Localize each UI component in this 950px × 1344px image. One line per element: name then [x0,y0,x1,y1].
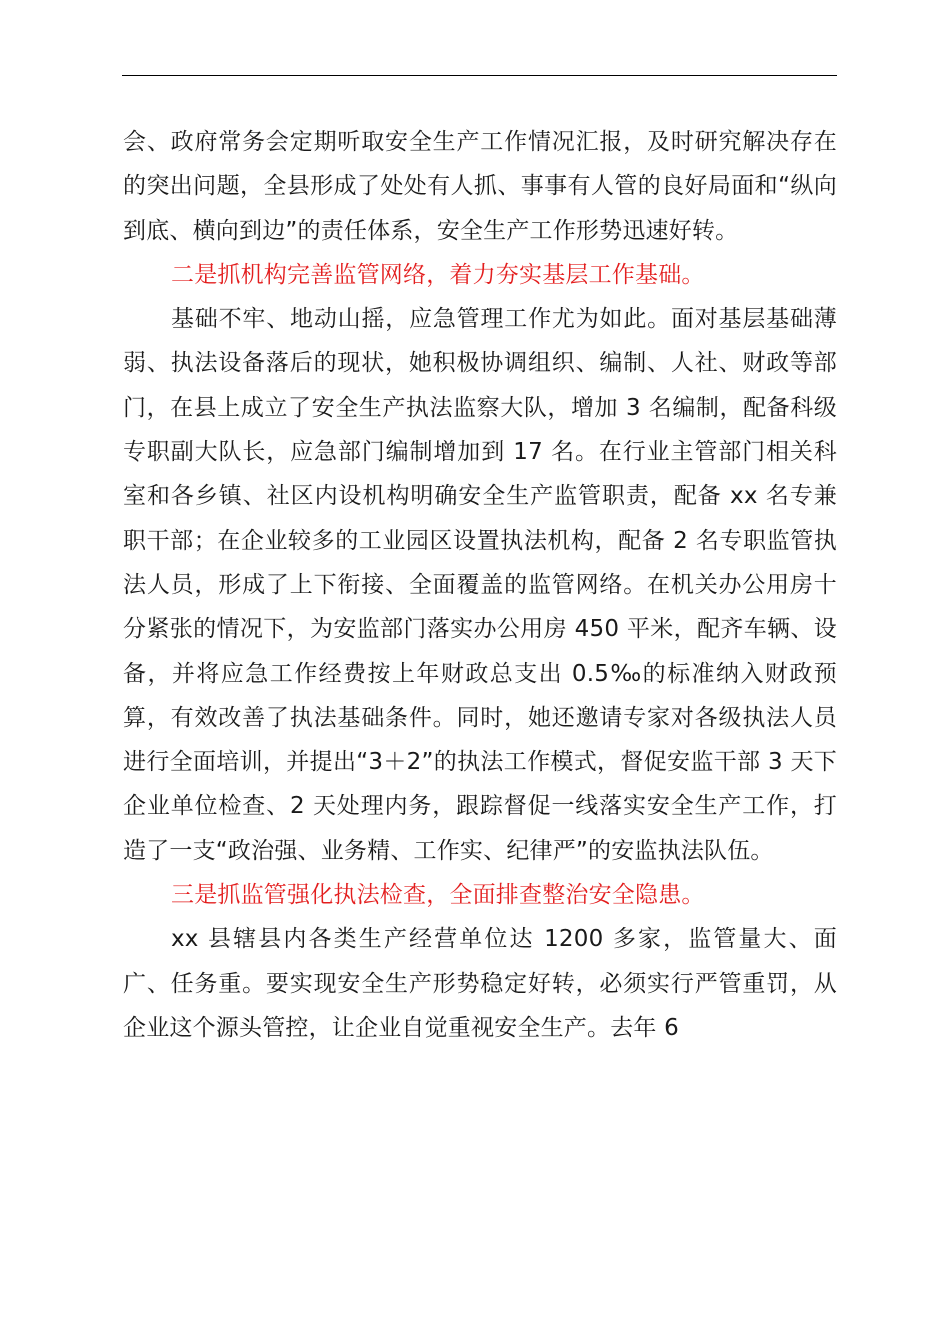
section-heading-two: 二是抓机构完善监管网络，着力夯实基层工作基础。 [171,261,705,288]
paragraph-institutions: 基础不牢、地动山摇，应急管理工作尤为如此。面对基层基础薄弱、执法设备落后的现状，她积极协调组织、编制、人社、财政等部门，在县上成立了安全生产执法监察大队，增加 3 名编制，配备科级专职副大队长，应急部门编制增加到 17 名。在行业主管部门相关科室和各乡镇、社区内设机构明确安全生产监管职责，配备 xx 名专兼职干部；在企业较多的工业园区设置执法机构，配备 2 名专职监管执法人员，形成了上下衔接、全面覆盖的监管网络。在机关办公用房十分紧张的情况下，为安监部门落实办公用房 450 平米，配齐车辆、设备，并将应急工作经费按上年财政总支出 0.5‰的标准纳入财政预算，有效改善了执法基础条件。同时，她还邀请专家对各级执法人员进行全面培训，并提出“3＋2”的执法工作模式，督促安监干部 3 天下企业单位检查、2 天处理内务，跟踪督促一线落实安全生产工作，打造了一支“政治强、业务精、工作实、纪律严”的安监执法队伍。 [123,306,837,864]
document-body [123,120,837,1050]
paragraph-supervision: xx 县辖县内各类生产经营单位达 1200 多家，监管量大、面广、任务重。要实现安全生产形势稳定好转，必须实行严管重罚，从企业这个源头管控，让企业自觉重视安全生产。去年 6 [123,926,837,1041]
paragraph-continuation: 会、政府常务会定期听取安全生产工作情况汇报，及时研究解决存在的突出问题，全县形成了处处有人抓、事事有人管的良好局面和“纵向到底、横向到边”的责任体系，安全生产工作形势迅速好转。 [123,129,837,244]
section-heading-three: 三是抓监管强化执法检查，全面排查整治安全隐患。 [171,882,705,909]
header-rule [122,75,837,76]
